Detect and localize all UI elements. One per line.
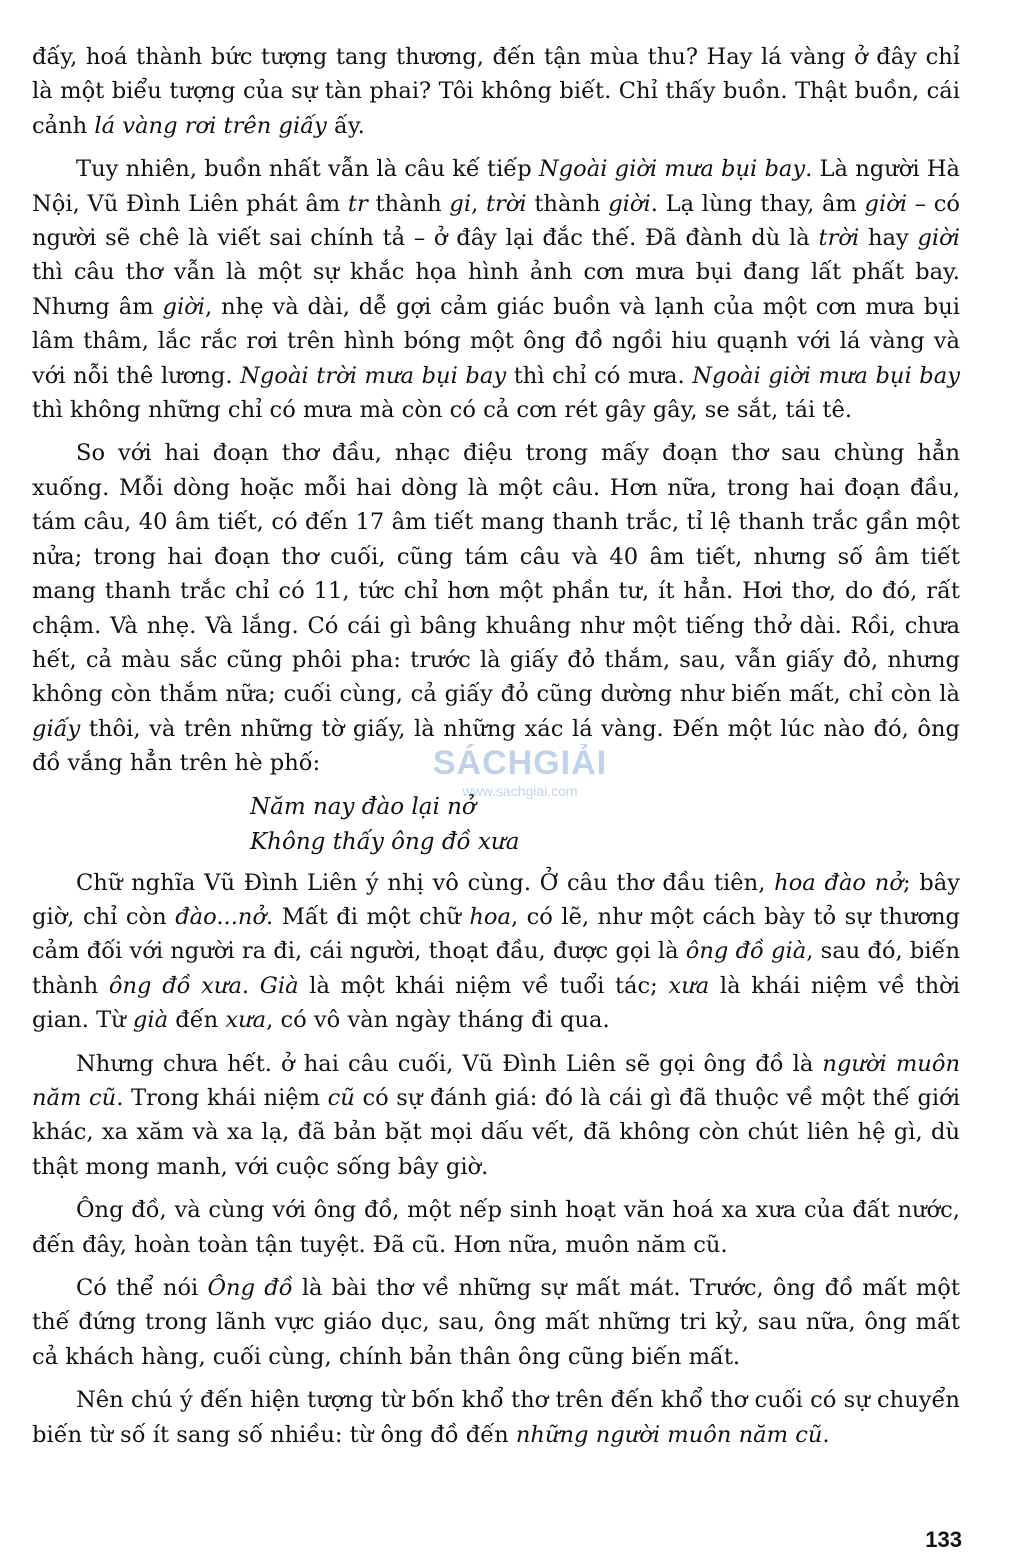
text-run: So với hai đoạn thơ đầu, nhạc điệu trong mấy đoạn thơ sau chùng hẳn xuống. Mỗi dòng hoặc mỗi hai dòng là một câu. Hơn nữa, trong hai đoạn đầu, tám câu, 40 âm tiết, có đến 17 âm tiết mang thanh trắc, tỉ lệ thanh trắc gần một nửa; trong hai đoạn thơ cuối, cũng tám câu và 40 âm tiết, nhưng số âm tiết mang thanh trắc chỉ có 11, tức chỉ hơn một phần tư, ít hẳn. Hơi thơ, do đó, rất chậm. Và nhẹ. Và lắng. Có cái gì bâng khuâng như một tiếng thở dài. Rồi, chưa hết, cả màu sắc cũng phôi pha: trước là giấy đỏ thắm, sau, vẫn giấy đỏ, nhưng không còn thắm nữa; cuối cùng, cả giấy đỏ cũng dường như biến mất, chỉ còn là [32,440,960,708]
text-run: thôi, và trên những tờ giấy, là những xác lá vàng. Đến một lúc nào đó, ông đồ vắng hẳn trên hè phố: [32,715,960,777]
paragraph [32,1193,960,1262]
text-run: . Trong khái niệm [116,1084,328,1111]
paragraph [32,1383,960,1452]
text-run: Tuy nhiên, buồn nhất vẫn là câu kế tiếp [76,156,539,183]
text-run: đến [168,1007,226,1034]
text-before-poem [32,40,960,781]
italic-phrase: cũ [327,1084,355,1111]
text-run: . [241,972,260,999]
italic-phrase: giời [162,293,206,320]
italic-phrase: giời [917,225,960,252]
italic-phrase: xưa [668,972,710,999]
italic-phrase: giời [608,190,651,217]
italic-phrase: Ngoài trời mưa bụi bay [240,362,507,389]
text-run: , [471,190,486,217]
paragraph [32,40,960,143]
text-run: . Là người Hà Nội, Vũ Đình Liên phát âm [32,156,960,217]
text-run: ấy. [326,112,365,139]
text-run: là khái niệm về thời gian. Từ [32,972,960,1034]
text-run: hay [859,225,918,252]
italic-phrase: Ông đồ [207,1275,293,1301]
text-run: là bài thơ về những sự mất mát. Trước, ông đồ mất một thế đứng trong lãnh vực giáo dục, sau, ông mất những tri kỷ, sau nữa, ông mất cả khách hàng, cuối cùng, chính bản thân ông cũng biến mất. [32,1275,960,1370]
text-run: . [822,1421,830,1448]
text-run: , có lẽ, như một cách bày tỏ sự thương cảm đối với người ra đi, cái người, thoạt đầu, được gọi là [32,903,961,965]
text-run: – có người sẽ chê là viết sai chính tả – ở đây lại đắc thế. Đã đành dù là [32,190,960,252]
text-run: Có thể nói [76,1275,208,1301]
text-run: . Mất đi một chữ [266,903,470,930]
italic-phrase: những người muôn năm cũ [515,1421,823,1448]
paragraph [32,436,960,780]
text-run: có sự đánh giá: đó là cái gì đã thuộc về một thế giới khác, xa xăm và xa lạ, đã bản bặt mọi dấu vết, đã không còn chút liên hệ gì, dù thật mong manh, với cuộc sống bây giờ. [32,1084,960,1180]
italic-phrase: Ngoài giời mưa bụi bay [692,362,960,389]
italic-phrase: ông đồ xưa [108,972,242,999]
page-body [32,40,960,1461]
text-run: thành [367,190,450,217]
text-run: đấy, hoá thành bức tượng tang thương, đến tận mùa thu? Hay lá vàng ở đây chỉ là một biểu tượng của sự tàn phai? Tôi không biết. Chỉ thấy buồn. Thật buồn, cái cảnh [32,44,960,139]
page-number: 133 [925,1527,962,1552]
italic-phrase: ông đồ già [685,938,807,965]
italic-phrase: trời [485,190,527,217]
text-run: Nhưng chưa hết. ở hai câu cuối, Vũ Đình Liên sẽ gọi ông đồ là [76,1050,823,1077]
watermark-url: www.sachgiai.com [462,783,578,799]
text-run: Nên chú ý đến hiện tượng từ bốn khổ thơ trên đến khổ thơ cuối có sự chuyển biến từ số ít sang số nhiều: từ ông đồ đến [32,1387,960,1448]
italic-phrase: gi [449,190,472,217]
poem-line: Năm nay đào lại nở [250,793,476,820]
text-run: thì chỉ có mưa. [506,362,693,389]
paragraph [32,152,960,427]
italic-phrase: lá vàng rơi trên giấy [94,112,327,139]
italic-phrase: Già [259,972,299,999]
italic-phrase: đào...nở [175,903,267,930]
italic-phrase: Ngoài giời mưa bụi bay [538,156,806,183]
italic-phrase: trời [818,225,860,252]
poem-line: Không thấy ông đồ xưa [250,828,520,855]
text-run: , nhẹ và dài, dễ gợi cảm giác buồn và lạnh của một cơn mưa bụi lâm thâm, lắc rắc rơi trên hình bóng một ông đồ ngồi hiu quạnh với lá vàng và với nỗi thê lương. [32,293,960,389]
paragraph [32,1271,960,1374]
text-run: Chữ nghĩa Vũ Đình Liên ý nhị vô cùng. Ở câu thơ đầu tiên, [76,869,775,896]
paragraph [32,866,960,1038]
text-run: ; bây giờ, chỉ còn [32,869,960,930]
text-run: . Lạ lùng thay, âm [650,190,865,217]
text-run: Ông đồ, và cùng với ông đồ, một nếp sinh hoạt văn hoá xa xưa của đất nước, đến đây, hoàn toàn tận tuyệt. Đã cũ. Hơn nữa, muôn năm cũ. [32,1197,960,1258]
poem-quote [250,790,960,860]
text-run: thì không những chỉ có mưa mà còn có cả cơn rét gây gây, se sắt, tái tê. [32,397,853,424]
text-run: , có vô vàn ngày tháng đi qua. [266,1007,610,1034]
text-run: thành [526,190,609,217]
watermark-brand: SÁCHGIẢI [432,744,608,782]
text-run: là một khái niệm về tuổi tác; [298,972,669,999]
italic-phrase: hoa đào nở [774,869,903,896]
italic-phrase: hoa [469,903,511,930]
italic-phrase: giời [864,190,908,217]
italic-phrase: giấy [32,715,81,742]
text-run: thì câu thơ vẫn là một sự khắc họa hình ảnh cơn mưa bụi đang lất phất bay. Nhưng âm [32,259,960,320]
paragraph [32,1047,960,1185]
italic-phrase: người muôn năm cũ [32,1050,960,1111]
text-after-poem [32,866,960,1453]
italic-phrase: tr [347,190,368,217]
italic-phrase: già [132,1007,169,1034]
text-run: , sau đó, biến thành [32,938,960,999]
italic-phrase: xưa [225,1007,267,1034]
